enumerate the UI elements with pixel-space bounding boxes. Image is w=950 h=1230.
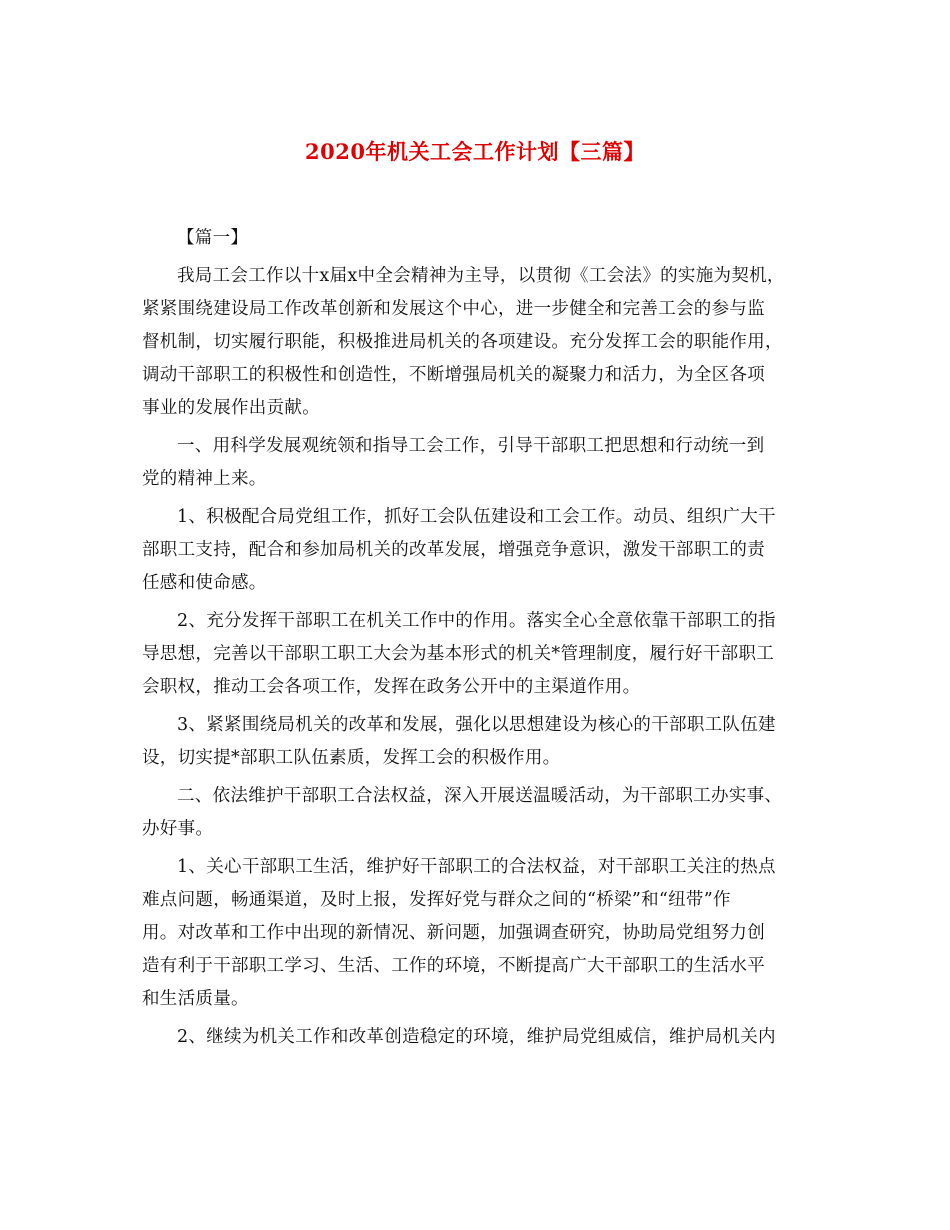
paragraph-line: 一、用科学发展观统领和指导工会工作，引导干部职工把思想和行动统一到 — [177, 436, 765, 456]
paragraph-line: 3、紧紧围绕局机关的改革和发展，强化以思想建设为核心的干部职工队伍建 — [177, 715, 776, 735]
paragraph-line: 1、积极配合局党组工作，抓好工会队伍建设和工会工作。动员、组织广大干 — [177, 507, 776, 527]
paragraph-line: 任感和使命感。 — [142, 573, 267, 593]
paragraph-line: 督机制，切实履行职能，积极推进局机关的各项建设。充分发挥工会的职能作用， — [142, 332, 783, 352]
paragraph-line: 二、依法维护干部职工合法权益，深入开展送温暖活动，为干部职工办实事、 — [177, 786, 783, 806]
paragraph-line: 和生活质量。 — [142, 989, 249, 1009]
paragraph-line: 事业的发展作出贡献。 — [142, 398, 320, 418]
document-title: 2020年机关工会工作计划【三篇】 — [305, 139, 645, 164]
paragraph-line: 会职权，推动工会各项工作，发挥在政务公开中的主渠道作用。 — [142, 677, 641, 697]
paragraph-line: 用。对改革和工作中出现的新情况、新问题，加强调查研究，协助局党组努力创 — [142, 923, 765, 943]
paragraph-line: 1、关心干部职工生活，维护好干部职工的合法权益，对干部职工关注的热点 — [177, 857, 776, 877]
paragraph-line: 难点问题，畅通渠道，及时上报，发挥好党与群众之间的“桥梁”和“纽带”作 — [142, 890, 731, 910]
paragraph-line: 设，切实提*部职工队伍素质，发挥工会的积极作用。 — [142, 748, 561, 768]
paragraph-line: 办好事。 — [142, 819, 214, 839]
paragraph-line: 调动干部职工的积极性和创造性，不断增强局机关的凝聚力和活力，为全区各项 — [142, 365, 765, 385]
paragraph-line: 造有利于干部职工学习、生活、工作的环境，不断提高广大干部职工的生活水平 — [142, 956, 765, 976]
document-body — [142, 222, 822, 1054]
paragraph-line: 2、充分发挥干部职工在机关工作中的作用。落实全心全意依靠干部职工的指 — [177, 611, 776, 631]
paragraph-line: 党的精神上来。 — [142, 469, 267, 489]
paragraph-line: 部职工支持，配合和参加局机关的改革发展，增强竞争意识，激发干部职工的责 — [142, 540, 765, 560]
paragraph-line: 导思想，完善以干部职工职工大会为基本形式的机关*管理制度，履行好干部职工 — [142, 644, 775, 664]
section-heading: 【篇一】 — [177, 228, 249, 248]
paragraph-line: 我局工会工作以十x届x中全会精神为主导，以贯彻《工会法》的实施为契机， — [177, 266, 785, 286]
paragraph-line: 2、继续为机关工作和改革创造稳定的环境，维护局党组威信，维护局机关内 — [177, 1027, 776, 1047]
paragraph-line: 紧紧围绕建设局工作改革创新和发展这个中心，进一步健全和完善工会的参与监 — [142, 299, 765, 319]
